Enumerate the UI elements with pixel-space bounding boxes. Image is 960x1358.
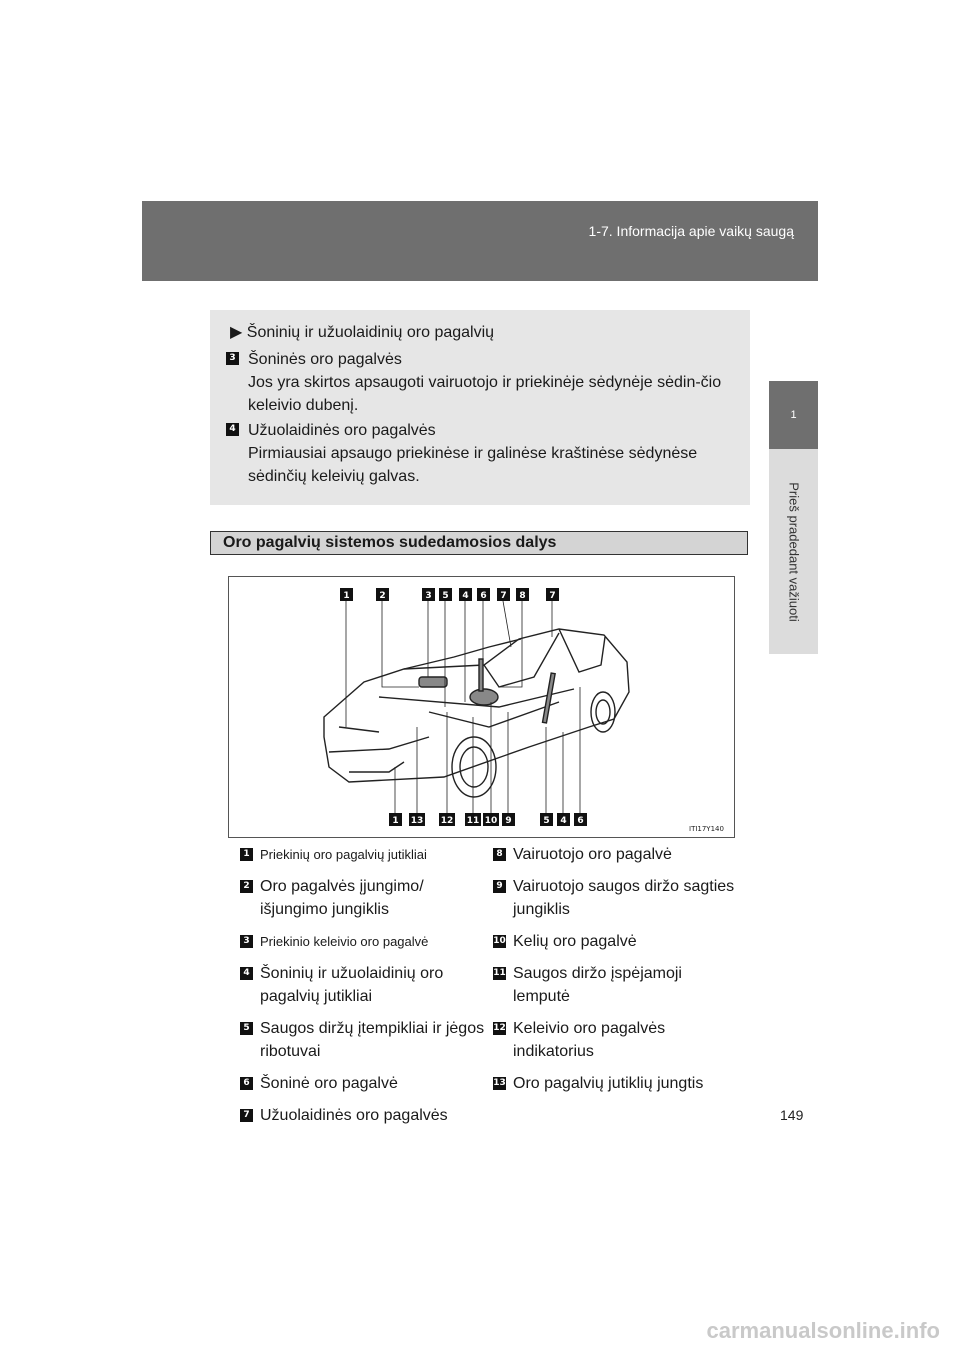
legend-item: 3 Priekinio keleivio oro pagalvė (240, 930, 490, 953)
svg-text:7: 7 (500, 591, 507, 601)
legend-item: 10 Kelių oro pagalvė (493, 933, 637, 950)
svg-text:5: 5 (543, 816, 550, 826)
svg-text:8: 8 (519, 591, 526, 601)
legend-item: 12 Keleivio oro pagalvės indikatorius (493, 1020, 666, 1060)
info-item (226, 348, 738, 417)
svg-text:3: 3 (425, 591, 432, 601)
svg-text:5: 5 (442, 591, 449, 601)
section-title: Oro pagalvių sistemos sudedamosios dalys (223, 534, 557, 551)
svg-text:11: 11 (466, 816, 480, 826)
legend-item: 6 Šoninė oro pagalvė (240, 1072, 490, 1095)
number-badge: 4 (226, 423, 239, 436)
legend-item: 13 Oro pagalvių jutiklių jungtis (493, 1075, 704, 1092)
svg-text:4: 4 (560, 816, 567, 826)
legend-item: 8 Vairuotojo oro pagalvė (493, 843, 743, 866)
page-number: 149 (780, 1107, 804, 1123)
legend-item: 4 Šoninių ir užuolaidinių oro pagalvių jutikliai (240, 962, 490, 1008)
legend-left (240, 843, 490, 1136)
legend-item: 5 Saugos diržų įtempikliai ir jėgos ribotuvai (240, 1017, 490, 1063)
watermark: carmanualsonline.info (706, 1318, 940, 1343)
legend-item: 7 Užuolaidinės oro pagalvės (240, 1104, 490, 1127)
car-illustration (229, 577, 734, 837)
svg-text:1: 1 (343, 591, 350, 601)
chapter-header (142, 201, 818, 281)
svg-text:7: 7 (549, 591, 556, 601)
svg-text:1: 1 (392, 816, 399, 826)
svg-text:9: 9 (505, 816, 512, 826)
side-tab-label: Prieš pradedant važiuoti (786, 481, 801, 622)
chapter-title: 1-7. Informacija apie vaikų saugą (588, 223, 794, 239)
svg-text:13: 13 (410, 816, 424, 826)
svg-text:6: 6 (577, 816, 584, 826)
svg-text:10: 10 (484, 816, 498, 826)
legend-item: 9 Vairuotojo saugos diržo sagties jungiklis (493, 875, 743, 921)
section-heading (210, 531, 748, 555)
figure-code: ITI17Y140 (689, 825, 724, 833)
info-item-body: Jos yra skirtos apsaugoti vairuotojo ir priekinėje sėdynėje sėdin-čio keleivio dubenį. (248, 374, 722, 414)
info-item-body: Pirmiausiai apsaugo priekinėse ir galinėse kraštinėse sėdynėse sėdinčių keleivių galvas. (248, 445, 698, 485)
legend-right (493, 843, 743, 1104)
legend-item: 11 Saugos diržo įspėjamoji lemputė (493, 965, 682, 1005)
info-item-title: Šoninės oro pagalvės (248, 351, 402, 368)
info-item (226, 419, 738, 488)
svg-text:2: 2 (379, 591, 386, 601)
label-badge-1-top (340, 588, 353, 601)
triangle-bullet-icon: ▶ (230, 324, 243, 341)
info-box (210, 310, 750, 505)
legend-item: 2 Oro pagalvės įjungimo/ išjungimo jungiklis (240, 875, 490, 921)
airbag-components-figure (228, 576, 735, 838)
svg-text:4: 4 (462, 591, 469, 601)
svg-text:6: 6 (480, 591, 487, 601)
number-badge: 3 (226, 352, 239, 365)
legend-item: 1 Priekinių oro pagalvių jutikliai (240, 843, 490, 866)
side-tab (769, 449, 818, 654)
info-heading: ▶ Šoninių ir užuolaidinių oro pagalvių (230, 324, 495, 341)
side-tab-number: 1 (769, 381, 818, 449)
svg-text:12: 12 (440, 816, 454, 826)
info-item-title: Užuolaidinės oro pagalvės (248, 422, 436, 439)
